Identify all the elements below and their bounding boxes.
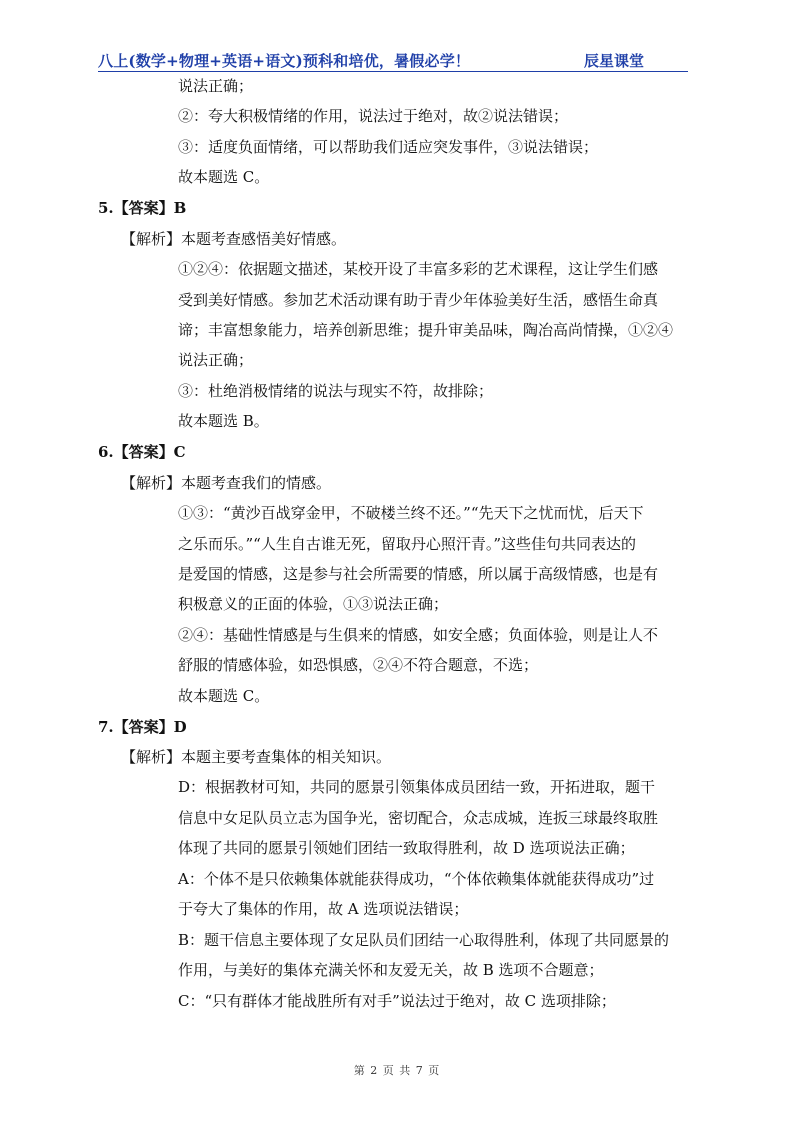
text-line: 积极意义的正面的体验，①③说法正确； <box>178 595 449 613</box>
text-line: 于夸大了集体的作用，故 A 选项说法错误； <box>178 900 469 918</box>
text-line: 说法正确； <box>178 77 254 95</box>
text-line: 舒服的情感体验，如恐惧感，②④不符合题意，不选； <box>178 656 539 674</box>
text-line: ②：夸大积极情绪的作用，说法过于绝对，故②说法错误； <box>178 107 569 125</box>
text-line: 【解析】本题主要考查集体的相关知识。 <box>121 748 392 766</box>
answer-heading: 5.【答案】B <box>98 199 187 217</box>
text-line: ②④：基础性情感是与生俱来的情感，如安全感；负面体验，则是让人不 <box>178 626 659 644</box>
text-line: 说法正确； <box>178 351 254 369</box>
text-line: 故本题选 C。 <box>178 687 270 705</box>
text-line: ①③：“黄沙百战穿金甲，不破楼兰终不还。”“先天下之忧而忧，后天下 <box>178 504 644 522</box>
answer-heading: 6.【答案】C <box>98 443 186 461</box>
text-line: 谛；丰富想象能力，培养创新思维；提升审美品味，陶冶高尚情操，①②④ <box>178 321 674 339</box>
text-line: ③：杜绝消极情绪的说法与现实不符，故排除； <box>178 382 494 400</box>
text-line: 信息中女足队员立志为国争光，密切配合，众志成城，连扳三球最终取胜 <box>178 809 659 827</box>
text-line: C：“只有群体才能战胜所有对手”说法过于绝对，故 C 选项排除； <box>178 992 616 1010</box>
text-line: 之乐而乐。”“人生自古谁无死，留取丹心照汗青。”这些佳句共同表达的 <box>178 535 637 553</box>
text-line: ①②④：依据题文描述，某校开设了丰富多彩的艺术课程，这让学生们感 <box>178 260 659 278</box>
text-line: D：根据教材可知，共同的愿景引领集体成员团结一致，开拓进取，题干 <box>178 778 656 796</box>
page-header <box>98 48 688 72</box>
answer-heading: 7.【答案】D <box>98 718 187 736</box>
text-line: 体现了共同的愿景引领她们团结一致取得胜利，故 D 选项说法正确； <box>178 839 635 857</box>
text-line: 受到美好情感。参加艺术活动课有助于青少年体验美好生活，感悟生命真 <box>178 291 659 309</box>
text-line: 故本题选 C。 <box>178 168 270 186</box>
page-number: 第 2 页 共 7 页 <box>353 1064 441 1077</box>
text-line: 【解析】本题考查感悟美好情感。 <box>121 230 347 248</box>
text-line: A：个体不是只依赖集体就能获得成功，“个体依赖集体就能获得成功”过 <box>178 870 655 888</box>
text-line: 【解析】本题考查我们的情感。 <box>121 474 332 492</box>
text-line: ③：适度负面情绪，可以帮助我们适应突发事件，③说法错误； <box>178 138 599 156</box>
header-brand: 辰星课堂 <box>583 52 644 70</box>
text-line: 故本题选 B。 <box>178 412 269 430</box>
text-line: 是爱国的情感，这是参与社会所需要的情感，所以属于高级情感，也是有 <box>178 565 659 583</box>
header-title: 八上(数学+物理+英语+语文)预科和培优，暑假必学！ <box>98 52 471 70</box>
text-line: B：题干信息主要体现了女足队员们团结一心取得胜利，体现了共同愿景的 <box>178 931 670 949</box>
text-line: 作用，与美好的集体充满关怀和友爱无关，故 B 选项不合题意； <box>178 961 604 979</box>
